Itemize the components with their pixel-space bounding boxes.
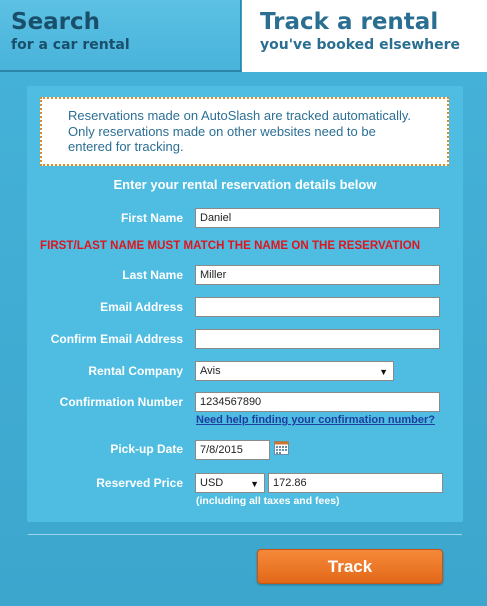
tab-search-title: Search	[11, 9, 101, 35]
first-name-label: First Name	[120, 211, 183, 225]
currency-select[interactable]	[195, 473, 265, 493]
tab-track-title: Track a rental	[260, 9, 439, 35]
confirm-email-input[interactable]	[195, 329, 440, 349]
chevron-down-icon: ▼	[250, 479, 259, 489]
tab-track-rental[interactable]	[242, 0, 487, 72]
confirmation-number-input[interactable]: 1234567890	[195, 392, 440, 412]
calendar-icon[interactable]	[274, 440, 289, 455]
name-match-warning: FIRST/LAST NAME MUST MATCH THE NAME ON THE RESERVATION	[40, 240, 421, 252]
rental-company-label: Rental Company	[88, 364, 183, 378]
rental-company-value: Avis	[200, 365, 221, 377]
notice-line-1: Reservations made on AutoSlash are tracked automatically.	[68, 108, 411, 123]
confirmation-help-link[interactable]: Need help finding your confirmation number?	[196, 414, 435, 426]
tab-search-subtitle: for a car rental	[11, 37, 130, 53]
confirm-email-label: Confirm Email Address	[50, 332, 183, 346]
tab-track-subtitle: you've booked elsewhere	[260, 37, 460, 53]
reserved-price-label: Reserved Price	[96, 476, 183, 490]
form-heading: Enter your rental reservation details below	[113, 177, 377, 192]
chevron-down-icon: ▼	[379, 367, 388, 377]
notice-line-2: Only reservations made on other websites need to be	[68, 123, 376, 139]
price-tax-note: (including all taxes and fees)	[196, 495, 340, 507]
pickup-date-input[interactable]: 7/8/2015	[195, 440, 270, 460]
confirmation-number-label: Confirmation Number	[59, 395, 183, 409]
form-divider	[28, 534, 462, 535]
track-button[interactable]: Track	[257, 549, 443, 584]
currency-value: USD	[200, 477, 224, 489]
email-label: Email Address	[100, 300, 183, 314]
pickup-date-label: Pick-up Date	[110, 442, 183, 456]
tab-search[interactable]	[0, 0, 241, 70]
email-input[interactable]	[195, 297, 440, 317]
first-name-input[interactable]: Daniel	[195, 208, 440, 228]
last-name-input[interactable]: Miller	[195, 265, 440, 285]
reserved-price-input[interactable]: 172.86	[268, 473, 443, 493]
notice-line-3: entered for tracking.	[68, 139, 184, 154]
tracking-notice	[40, 97, 449, 166]
rental-company-select[interactable]	[195, 361, 394, 381]
last-name-label: Last Name	[122, 268, 183, 282]
